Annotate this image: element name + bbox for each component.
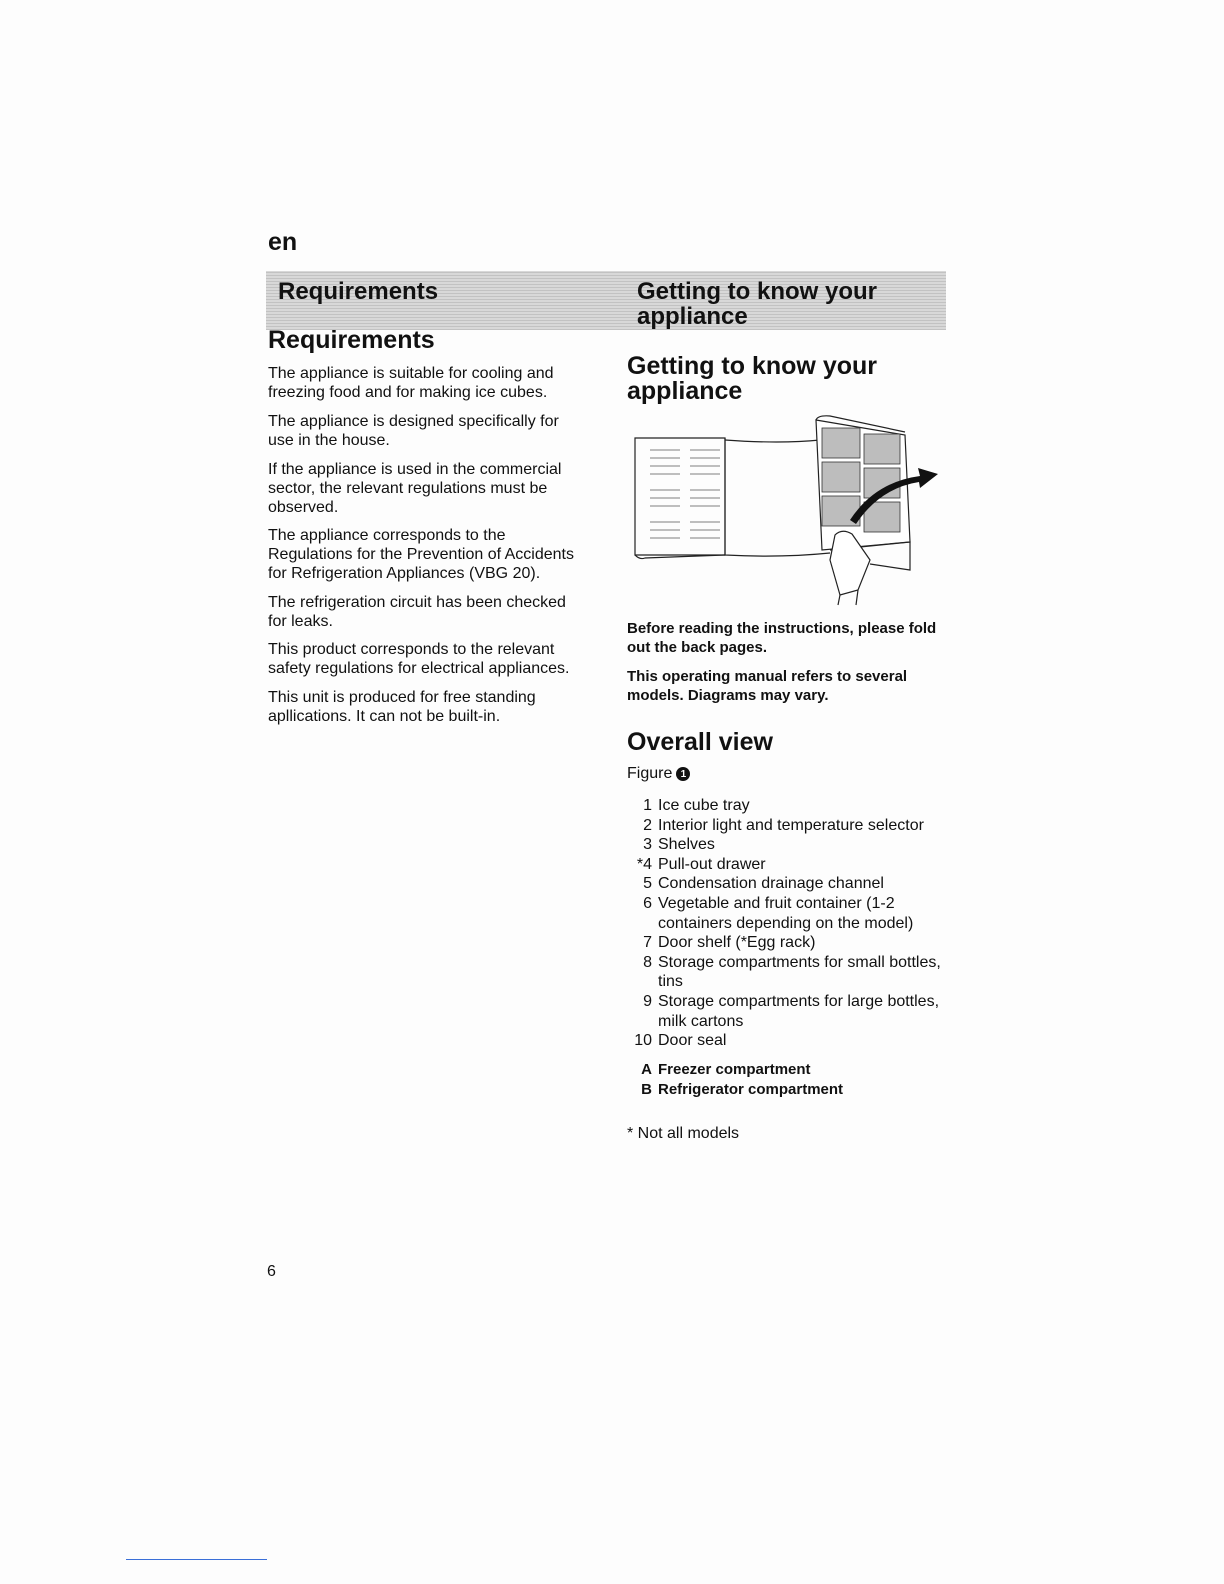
compartment-letter: A — [641, 1061, 652, 1078]
list-item — [627, 953, 957, 992]
requirements-paragraph: The refrigeration circuit has been checked for leaks. — [268, 594, 566, 630]
fold-out-note: Before reading the instructions, please fold out the back pages. — [627, 620, 937, 656]
item-text: Vegetable and fruit container (1-2 containers depending on the model) — [658, 894, 914, 932]
item-text: Shelves — [658, 836, 715, 854]
item-number: 1 — [643, 797, 652, 814]
requirements-paragraph: The appliance is suitable for cooling and freezing food and for making ice cubes. — [268, 365, 554, 401]
compartment-list — [627, 1060, 843, 1099]
band-title-requirements: Requirements — [278, 278, 439, 305]
requirements-heading: Requirements — [268, 326, 435, 354]
requirements-paragraph: If the appliance is used in the commercial sector, the relevant regulations must be observed. — [268, 461, 562, 516]
parts-list — [627, 796, 957, 1051]
item-text: Storage compartments for small bottles, tins — [658, 953, 941, 991]
list-item — [627, 816, 957, 836]
list-item — [627, 874, 957, 894]
list-item — [627, 992, 957, 1031]
list-item — [627, 1031, 957, 1051]
compartment-item — [627, 1080, 843, 1100]
item-text: Interior light and temperature selector — [658, 816, 924, 834]
item-number: 9 — [643, 992, 652, 1010]
item-number: 2 — [643, 816, 652, 834]
item-text: Condensation drainage channel — [658, 875, 884, 893]
compartment-text: Freezer compartment — [658, 1061, 811, 1078]
item-text: Ice cube tray — [658, 797, 750, 814]
item-number: 3 — [643, 836, 652, 854]
item-text: Storage compartments for large bottles, milk cartons — [658, 992, 940, 1030]
item-text: Pull-out drawer — [658, 855, 766, 873]
requirements-paragraph: The appliance is designed specifically for use in the house. — [268, 413, 559, 449]
list-item — [627, 796, 957, 816]
requirements-paragraph: This product corresponds to the relevant safety regulations for electrical appliances. — [268, 641, 570, 677]
list-item — [627, 933, 957, 953]
item-number: 7 — [643, 934, 652, 952]
item-text: Door shelf (*Egg rack) — [658, 934, 816, 952]
section-band-requirements — [266, 271, 626, 330]
item-number: *4 — [636, 855, 652, 873]
list-item — [627, 894, 957, 933]
band-title-line2: appliance — [637, 303, 748, 330]
item-number: 5 — [643, 875, 652, 893]
compartment-text: Refrigerator compartment — [658, 1080, 844, 1098]
page-number: 6 — [267, 1263, 276, 1280]
list-item — [627, 835, 957, 855]
item-number: 10 — [634, 1032, 652, 1050]
item-number: 8 — [643, 953, 652, 971]
divider — [126, 1559, 267, 1560]
band-title-line1: Getting to know your — [637, 278, 877, 305]
getting-to-know-heading: Getting to know your appliance — [627, 352, 877, 405]
footnote: * Not all models — [627, 1125, 740, 1142]
item-text: Door seal — [658, 1032, 727, 1050]
fold-out-pages-illustration — [630, 410, 950, 610]
item-number: 6 — [643, 894, 652, 912]
compartment-item — [627, 1060, 843, 1080]
language-code: en — [268, 228, 298, 256]
section-band-getting-to-know — [626, 271, 946, 330]
requirements-paragraph: The appliance corresponds to the Regulations for the Prevention of Accidents for Refrigeration Appliances (VBG 20). — [268, 527, 574, 582]
models-note: This operating manual refers to several models. Diagrams may vary. — [627, 668, 908, 704]
figure-label: Figure — [627, 765, 673, 782]
requirements-paragraph: This unit is produced for free standing apllications. It can not be built-in. — [268, 689, 536, 725]
figure-number-badge: 1 — [676, 767, 690, 781]
figure-reference — [627, 765, 690, 783]
compartment-letter: B — [641, 1080, 652, 1098]
list-item — [627, 855, 957, 875]
overall-view-heading: Overall view — [627, 728, 773, 756]
